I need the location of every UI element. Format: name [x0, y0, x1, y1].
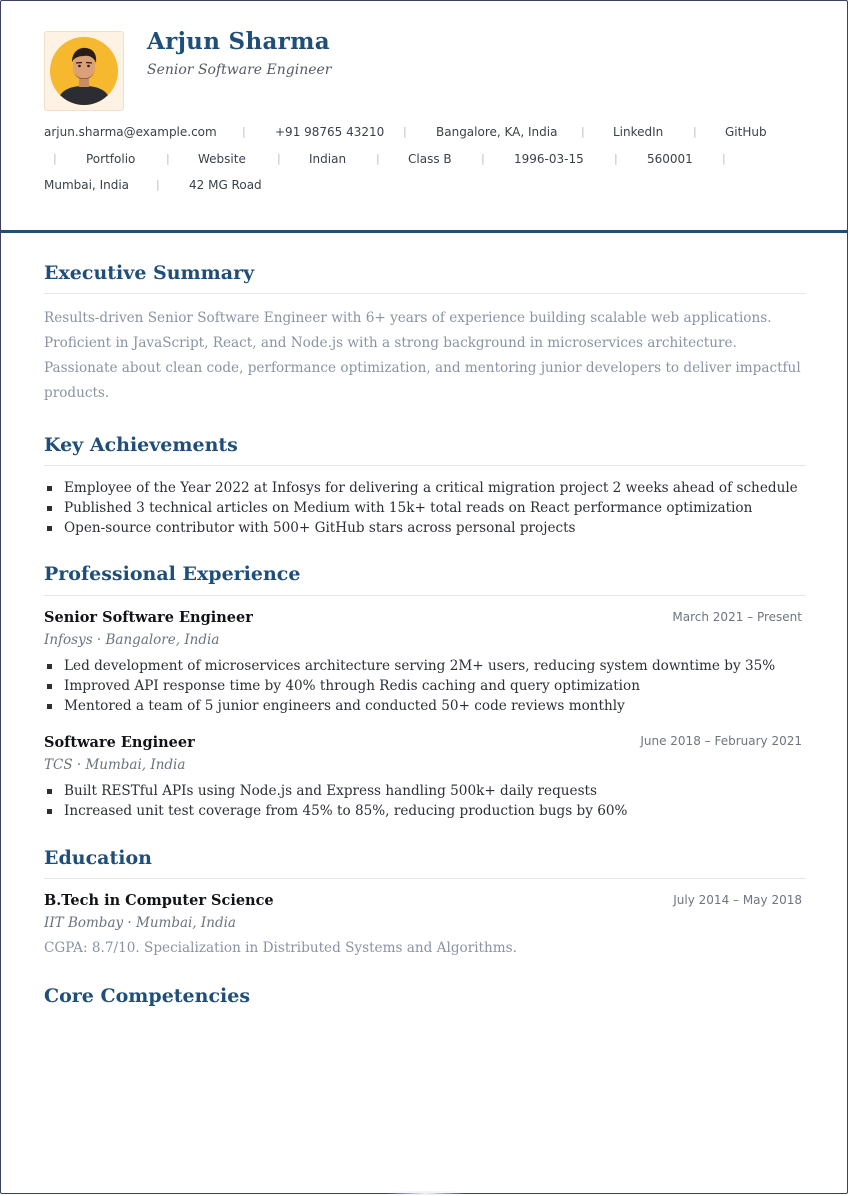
summary-text: Results-driven Senior Software Engineer with 6+ years of experience building scalable web applications. Proficient in JavaScript, React, and Node.js with a strong background in microservices architecture. Passionate about clean code, performance optimization, and mentoring junior developers to deliver impactful products.	[44, 310, 801, 401]
city-text: Mumbai, India	[44, 178, 130, 192]
job-title: Software Engineer	[44, 734, 195, 751]
email-link[interactable]: arjun.sharma@example.com	[44, 125, 217, 139]
list-item: Mentored a team of 5 junior engineers and conducted 50+ code reviews monthly	[44, 696, 814, 716]
section-divider	[44, 465, 806, 466]
github-link[interactable]: GitHub	[725, 125, 767, 139]
candidate-name: Arjun Sharma	[147, 28, 330, 55]
contact-row	[44, 125, 814, 152]
separator: |	[614, 151, 618, 165]
license-text: Class B	[408, 151, 452, 166]
list-item: Published 3 technical articles on Medium with 15k+ total reads on React performance optimization	[44, 498, 814, 518]
section-heading-summary: Executive Summary	[44, 262, 255, 284]
job-company: Infosys · Bangalore, India	[44, 632, 220, 648]
phone-link[interactable]: +91 98765 43210	[275, 125, 385, 139]
separator: |	[166, 151, 170, 165]
separator: |	[581, 125, 585, 138]
list-item: Employee of the Year 2022 at Infosys for delivering a critical migration project 2 weeks ahead of schedule	[44, 478, 814, 498]
school-name: IIT Bombay · Mumbai, India	[44, 915, 236, 931]
section-heading-experience: Professional Experience	[44, 563, 301, 585]
section-divider	[44, 878, 806, 879]
contact-row	[44, 152, 814, 179]
section-heading-education: Education	[44, 847, 152, 869]
separator: |	[403, 125, 407, 138]
dob-text: 1996-03-15	[514, 151, 584, 166]
list-item: Built RESTful APIs using Node.js and Express handling 500k+ daily requests	[44, 781, 814, 801]
education-note: CGPA: 8.7/10. Specialization in Distributed Systems and Algorithms.	[44, 940, 517, 956]
contact-row	[44, 178, 814, 205]
list-item: Increased unit test coverage from 45% to 85%, reducing production bugs by 60%	[44, 801, 814, 821]
separator: |	[277, 151, 281, 165]
job-bullets	[44, 781, 814, 821]
header-divider	[1, 230, 847, 233]
list-item: Led development of microservices architecture serving 2M+ users, reducing system downtime by 35%	[44, 656, 814, 676]
job-bullets	[44, 656, 814, 716]
separator: |	[722, 151, 726, 165]
separator: |	[156, 178, 160, 191]
separator: |	[693, 125, 697, 138]
list-item: Improved API response time by 40% through Redis caching and query optimization	[44, 676, 814, 696]
location-text: Bangalore, KA, India	[436, 125, 558, 139]
separator: |	[481, 151, 485, 165]
separator: |	[242, 125, 246, 138]
job-company: TCS · Mumbai, India	[44, 757, 186, 773]
list-item: Open-source contributor with 500+ GitHub stars across personal projects	[44, 518, 814, 538]
separator: |	[376, 151, 380, 165]
linkedin-link[interactable]: LinkedIn	[613, 125, 664, 139]
contact-info	[44, 125, 814, 205]
candidate-title: Senior Software Engineer	[147, 62, 332, 78]
website-link[interactable]: Website	[198, 151, 246, 166]
section-divider	[44, 595, 806, 596]
postal-code-text: 560001	[647, 151, 693, 166]
person-avatar-icon	[50, 37, 118, 105]
section-divider	[44, 293, 806, 294]
avatar	[44, 31, 124, 111]
job-dates: March 2021 – Present	[672, 610, 802, 624]
separator: |	[53, 151, 57, 165]
portfolio-link[interactable]: Portfolio	[86, 151, 136, 166]
job-title: Senior Software Engineer	[44, 609, 253, 626]
section-heading-competencies: Core Competencies	[44, 985, 251, 1007]
degree-title: B.Tech in Computer Science	[44, 892, 274, 909]
nationality-text: Indian	[309, 151, 347, 166]
section-heading-achievements: Key Achievements	[44, 434, 238, 456]
address-text: 42 MG Road	[189, 178, 262, 192]
achievements-list	[44, 478, 814, 538]
job-dates: June 2018 – February 2021	[640, 734, 802, 748]
education-dates: July 2014 – May 2018	[673, 893, 802, 907]
